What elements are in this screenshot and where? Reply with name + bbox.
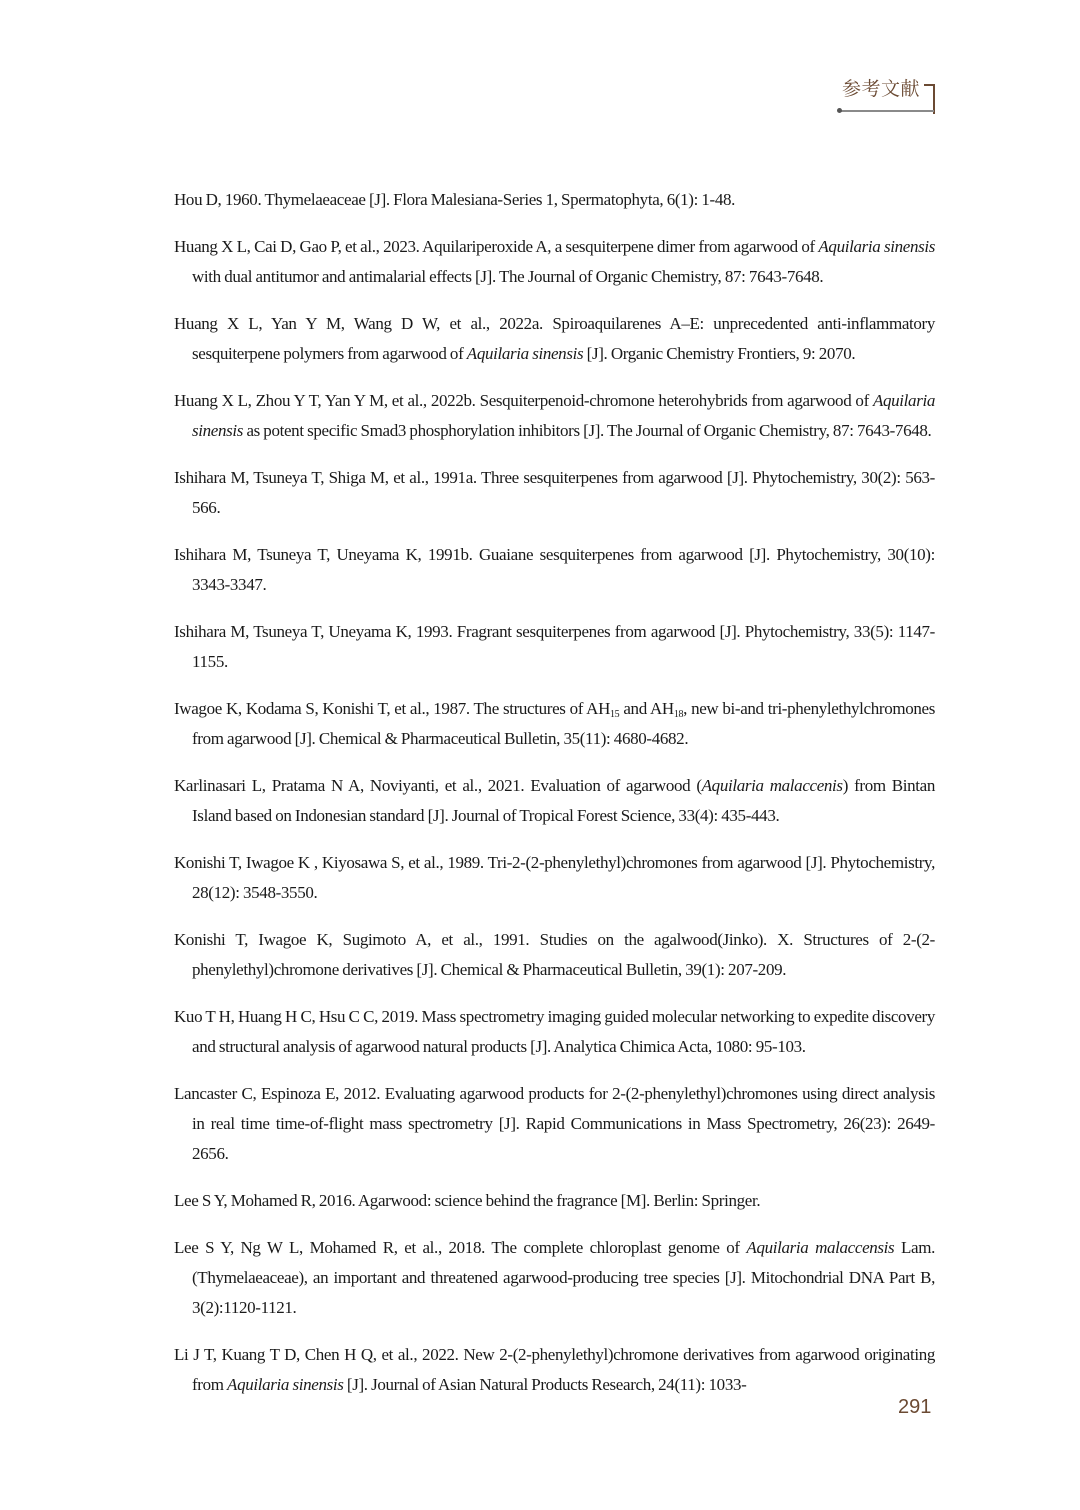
reference-text: Konishi T, Iwagoe K , Kiyosawa S, et al., 1989. Tri-2-(2-phenylethyl)chromones from agarwood [J]. Phytochemistry, 28(12): 3548-3550. bbox=[174, 853, 935, 902]
reference-entry bbox=[174, 925, 935, 985]
species-name: Aquilaria malaccensis bbox=[746, 1238, 895, 1257]
reference-text: Ishihara M, Tsuneya T, Uneyama K, 1993. Fragrant sesquiterpenes from agarwood [J]. Phytochemistry, 33(5): 1147-1155. bbox=[174, 622, 935, 671]
reference-text: Lee S Y, Ng W L, Mohamed R, et al., 2018. The complete chloroplast genome of bbox=[174, 1238, 747, 1257]
reference-text: ) from Bintan Island based on Indonesian standard [J]. Journal of Tropical Forest Science, 33(4): 435-443. bbox=[192, 776, 935, 825]
reference-entry bbox=[174, 232, 935, 292]
reference-text: Huang X L, Cai D, Gao P, et al., 2023. Aquilariperoxide A, a sesquiterpene dimer from agarwood of bbox=[174, 237, 819, 256]
running-header bbox=[838, 72, 938, 114]
reference-text: Huang X L, Yan Y M, Wang D W, et al., 2022a. Spiroaquilarenes A–E: unprecedented anti-inflammatory sesquiterpene polymers from agarwood of bbox=[174, 314, 935, 363]
reference-text: and AH bbox=[619, 699, 674, 718]
reference-text: Lee S Y, Mohamed R, 2016. Agarwood: science behind the fragrance [M]. Berlin: Springer. bbox=[174, 1191, 761, 1210]
section-title: 参考文献 bbox=[842, 78, 921, 100]
reference-entry bbox=[174, 1233, 935, 1323]
header-rule bbox=[838, 110, 934, 112]
reference-text: Ishihara M, Tsuneya T, Shiga M, et al., 1991a. Three sesquiterpenes from agarwood [J]. Phytochemistry, 30(2): 563-566. bbox=[174, 468, 935, 517]
reference-list bbox=[174, 168, 935, 1406]
reference-text: [J]. Journal of Asian Natural Products Research, 24(11): 1033- bbox=[343, 1375, 747, 1394]
species-name: Aquilaria sinensis bbox=[466, 344, 584, 363]
reference-text: , new bi-and tri-phenylethylchromones from agarwood [J]. Chemical & Pharmaceutical Bulletin, 35(11): 4680-4682. bbox=[192, 699, 935, 748]
reference-entry bbox=[174, 771, 935, 831]
subscript: 15 bbox=[610, 709, 620, 720]
reference-entry bbox=[174, 185, 935, 215]
reference-entry bbox=[174, 848, 935, 908]
reference-text: Li J T, Kuang T D, Chen H Q, et al., 2022. New 2-(2-phenylethyl)chromone derivatives from agarwood originating from bbox=[174, 1345, 935, 1394]
reference-text: Ishihara M, Tsuneya T, Uneyama K, 1991b. Guaiane sesquiterpenes from agarwood [J]. Phytochemistry, 30(10): 3343-3347. bbox=[174, 545, 935, 594]
reference-text: Karlinasari L, Pratama N A, Noviyanti, et al., 2021. Evaluation of agarwood ( bbox=[174, 776, 702, 795]
reference-entry bbox=[174, 1340, 935, 1400]
reference-entry bbox=[174, 1079, 935, 1169]
reference-entry bbox=[174, 540, 935, 600]
reference-entry bbox=[174, 1186, 935, 1216]
reference-text: Lancaster C, Espinoza E, 2012. Evaluating agarwood products for 2-(2-phenylethyl)chromones using direct analysis in real time time-of-flight mass spectrometry [J]. Rapid Communications in Mass Spectrometry, 26(23): 2649-2656. bbox=[174, 1084, 935, 1163]
species-name: Aquilaria sinensis bbox=[192, 391, 935, 440]
reference-entry bbox=[174, 694, 935, 754]
reference-entry bbox=[174, 386, 935, 446]
reference-text: Lam. (Thymelaeaceae), an important and threatened agarwood-producing tree species [J]. Mitochondrial DNA Part B, 3(2):1120-1121. bbox=[192, 1238, 935, 1317]
species-name: Aquilaria sinensis bbox=[227, 1375, 344, 1394]
reference-entry bbox=[174, 463, 935, 523]
reference-text: [J]. Organic Chemistry Frontiers, 9: 2070. bbox=[583, 344, 856, 363]
reference-entry bbox=[174, 1002, 935, 1062]
species-name: Aquilaria malaccenis bbox=[701, 776, 843, 795]
reference-text: Hou D, 1960. Thymelaeaceae [J]. Flora Malesiana-Series 1, Spermatophyta, 6(1): 1-48. bbox=[174, 190, 736, 209]
reference-text: Huang X L, Zhou Y T, Yan Y M, et al., 2022b. Sesquiterpenoid-chromone heterohybrids from agarwood of bbox=[174, 391, 873, 410]
page-number: 291 bbox=[898, 1396, 932, 1418]
reference-text: with dual antitumor and antimalarial effects [J]. The Journal of Organic Chemistry, 87: 7643-7648. bbox=[192, 267, 824, 286]
reference-entry bbox=[174, 309, 935, 369]
reference-entry bbox=[174, 617, 935, 677]
species-name: Aquilaria sinensis bbox=[818, 237, 935, 256]
reference-text: as potent specific Smad3 phosphorylation inhibitors [J]. The Journal of Organic Chemistry, 87: 7643-7648. bbox=[243, 421, 932, 440]
subscript: 18 bbox=[673, 709, 684, 720]
reference-text: Konishi T, Iwagoe K, Sugimoto A, et al., 1991. Studies on the agalwood(Jinko). X. Structures of 2-(2-phenylethyl)chromone derivatives [J]. Chemical & Pharmaceutical Bulletin, 39(1): 207-209. bbox=[174, 930, 935, 979]
reference-text: Kuo T H, Huang H C, Hsu C C, 2019. Mass spectrometry imaging guided molecular networking to expedite discovery and structural analysis of agarwood natural products [J]. Analytica Chimica Acta, 1080: 95-103. bbox=[174, 1007, 935, 1056]
header-dot bbox=[837, 108, 842, 113]
reference-text: Iwagoe K, Kodama S, Konishi T, et al., 1987. The structures of AH bbox=[174, 699, 610, 718]
